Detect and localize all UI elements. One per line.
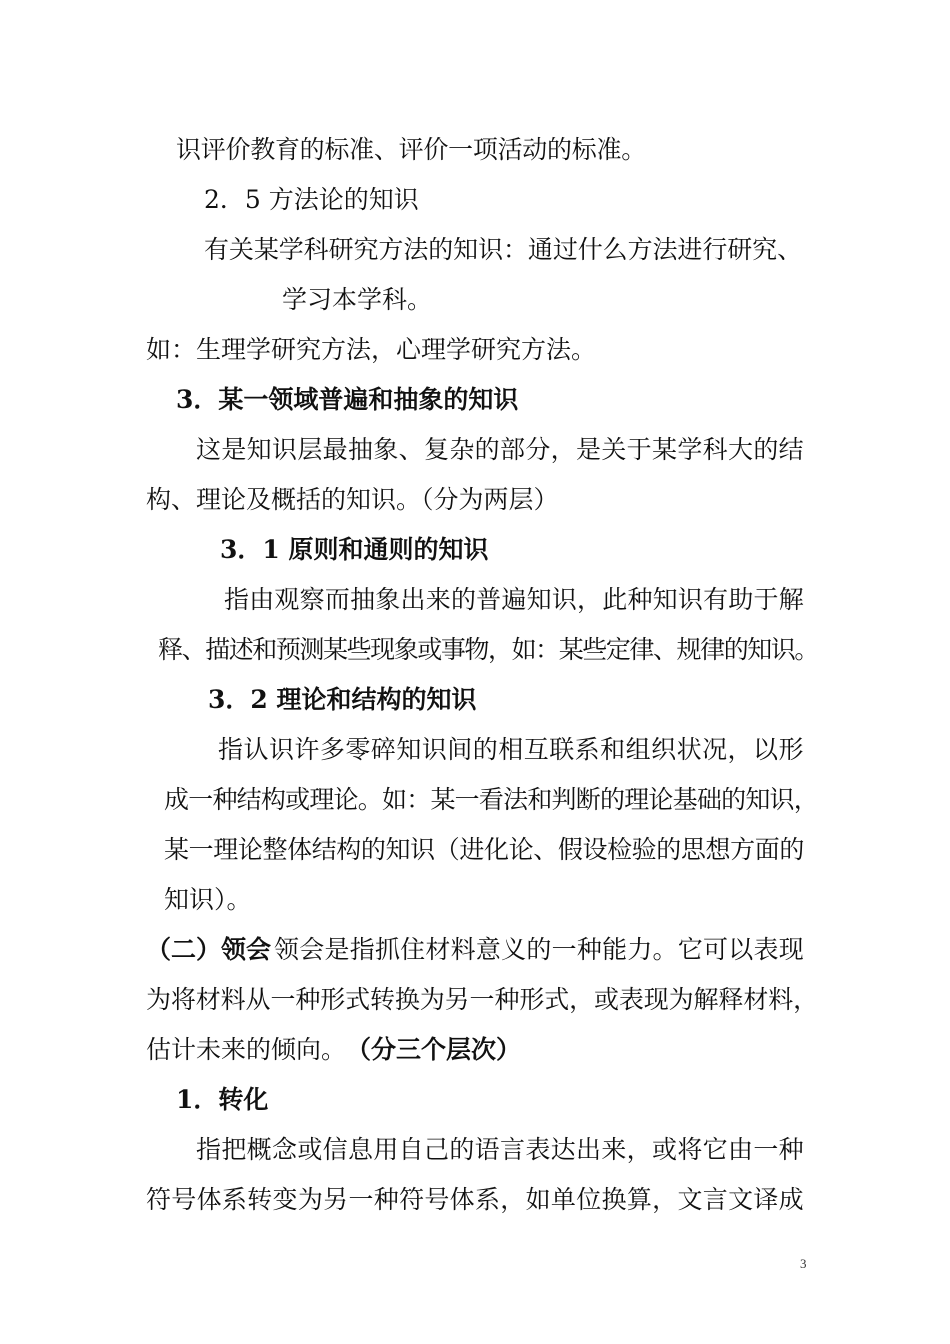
heading-1-transform: 1．转化 [176, 1085, 269, 1114]
heading-3-2: 3．2 理论和结构的知识 [208, 685, 477, 714]
heading-3-1: 3．1 原则和通则的知识 [220, 535, 489, 564]
text-line: 这是知识层最抽象、复杂的部分，是关于某学科大的结 [196, 435, 804, 464]
text-line: 估计未来的倾向。 [146, 1035, 347, 1064]
text-line: 构、理论及概括的知识。（分为两层） [146, 485, 559, 514]
text-line: 知识）。 [164, 885, 252, 914]
text-line: 成一种结构或理论。如：某一看法和判断的理论基础的知识， [164, 785, 818, 814]
section-heading-comprehension: （二）领会 [146, 935, 272, 964]
text-line: 指认识许多零碎知识间的相互联系和组织状况，以形 [218, 735, 804, 764]
text-line: 符号体系转变为另一种符号体系，如单位换算，文言文译成 [146, 1185, 804, 1214]
text-line: 指由观察而抽象出来的普遍知识，此种知识有助于解 [224, 585, 804, 614]
page-number: 3 [800, 1256, 807, 1271]
subheading-2-5: 2．5 方法论的知识 [204, 185, 419, 214]
heading-3: 3．某一领域普遍和抽象的知识 [176, 385, 519, 414]
text-line: 学习本学科。 [282, 285, 433, 314]
text-line: 指把概念或信息用自己的语言表达出来，或将它由一种 [196, 1135, 804, 1164]
text-line: 有关某学科研究方法的知识：通过什么方法进行研究、 [204, 235, 802, 264]
text-line: 如：生理学研究方法，心理学研究方法。 [146, 335, 597, 364]
text-line: 某一理论整体结构的知识（进化论、假设检验的思想方面的 [164, 835, 804, 864]
text-line: 为将材料从一种形式转换为另一种形式，或表现为解释材料， [146, 985, 818, 1014]
text-line: 释、描述和预测某些现象或事物，如：某些定律、规律的知识。 [158, 635, 818, 664]
text-line: 领会是指抓住材料意义的一种能力。它可以表现 [274, 935, 804, 964]
text-line: 识评价教育的标准、评价一项活动的标准。 [176, 135, 646, 164]
text-line-bold: （分三个层次） [346, 1035, 522, 1064]
